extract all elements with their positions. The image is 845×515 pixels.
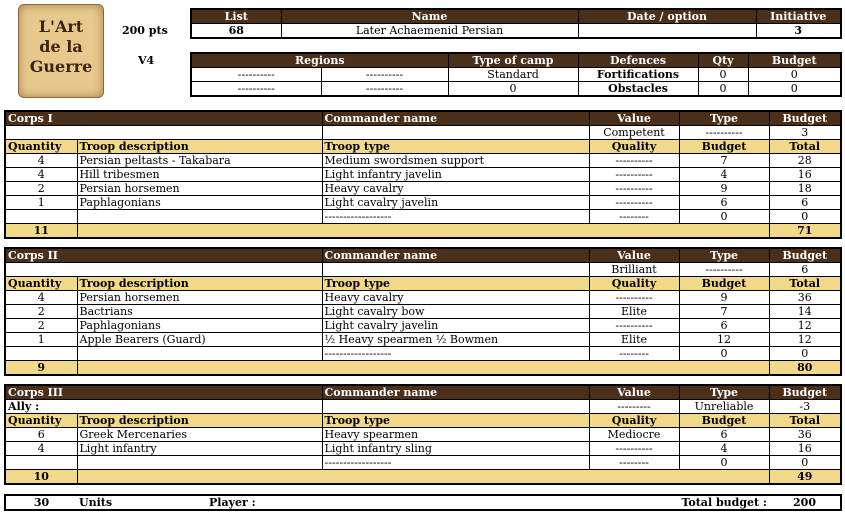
list-number: 68 bbox=[191, 24, 281, 39]
troop-quality: ---------- bbox=[589, 196, 679, 210]
points-label: 200 pts bbox=[122, 24, 168, 37]
troop-description: Hill tribesmen bbox=[77, 168, 322, 182]
regions-table bbox=[190, 52, 842, 97]
troop-type: Heavy cavalry bbox=[322, 182, 589, 196]
troop-quantity: 4 bbox=[5, 291, 77, 305]
total-header: Total bbox=[769, 277, 841, 291]
troop-description: Persian peltasts - Takabara bbox=[77, 154, 322, 168]
troop-quality: ---------- bbox=[589, 319, 679, 333]
type-header: Type bbox=[679, 385, 769, 400]
list-header: List bbox=[191, 9, 281, 24]
quality-header: Quality bbox=[589, 277, 679, 291]
ally-label bbox=[5, 126, 322, 140]
troop-description bbox=[77, 347, 322, 361]
troop-quality: -------- bbox=[589, 347, 679, 361]
total-budget-label: Total budget : bbox=[681, 496, 767, 509]
corps-units-count: 10 bbox=[5, 470, 77, 485]
troop-quality: Elite bbox=[589, 305, 679, 319]
troop-budget: 4 bbox=[679, 442, 769, 456]
troop-type: ------------------ bbox=[322, 210, 589, 224]
troop-budget: 6 bbox=[679, 428, 769, 442]
defence-obstacles: Obstacles bbox=[578, 82, 698, 97]
camp-type: Standard bbox=[448, 68, 578, 82]
troop-budget: 7 bbox=[679, 154, 769, 168]
defence-budget: 0 bbox=[748, 82, 841, 97]
troop-budget: 0 bbox=[679, 456, 769, 470]
troop-total: 0 bbox=[769, 347, 841, 361]
initiative-value: 3 bbox=[756, 24, 841, 39]
budget-header: Budget bbox=[679, 277, 769, 291]
troop-type-header: Troop type bbox=[322, 140, 589, 154]
troop-type: Light cavalry javelin bbox=[322, 196, 589, 210]
corps-total: 49 bbox=[769, 470, 841, 485]
troop-budget: 6 bbox=[679, 319, 769, 333]
troop-type: ½ Heavy spearmen ½ Bowmen bbox=[322, 333, 589, 347]
camp-value: 0 bbox=[448, 82, 578, 97]
troop-total: 16 bbox=[769, 442, 841, 456]
troop-row bbox=[5, 333, 841, 347]
troop-total: 36 bbox=[769, 428, 841, 442]
troop-quantity bbox=[5, 210, 77, 224]
troop-budget: 12 bbox=[679, 333, 769, 347]
region-cell: ---------- bbox=[321, 82, 448, 97]
name-header: Name bbox=[281, 9, 578, 24]
corps-1-table bbox=[4, 110, 842, 239]
troop-description: Persian horsemen bbox=[77, 291, 322, 305]
troop-description bbox=[77, 210, 322, 224]
troop-total: 14 bbox=[769, 305, 841, 319]
troop-row bbox=[5, 319, 841, 333]
commander-name-header: Commander name bbox=[322, 385, 589, 400]
commander-name bbox=[322, 126, 589, 140]
commander-budget: 3 bbox=[769, 126, 841, 140]
corps-units-count: 11 bbox=[5, 224, 77, 239]
value-header: Value bbox=[589, 111, 679, 126]
troop-quality: ---------- bbox=[589, 442, 679, 456]
quantity-header: Quantity bbox=[5, 277, 77, 291]
corps-name: Corps II bbox=[5, 248, 322, 263]
ally-label bbox=[5, 263, 322, 277]
troop-total: 0 bbox=[769, 456, 841, 470]
corps-total: 71 bbox=[769, 224, 841, 239]
quantity-header: Quantity bbox=[5, 414, 77, 428]
commander-value: Competent bbox=[589, 126, 679, 140]
troop-row bbox=[5, 154, 841, 168]
troop-quantity: 6 bbox=[5, 428, 77, 442]
troop-description: Light infantry bbox=[77, 442, 322, 456]
troop-type: Light infantry sling bbox=[322, 442, 589, 456]
troop-type: ------------------ bbox=[322, 347, 589, 361]
date-option bbox=[578, 24, 756, 39]
logo-line3: Guerre bbox=[29, 57, 93, 76]
camp-header: Type of camp bbox=[448, 53, 578, 68]
troop-quantity bbox=[5, 347, 77, 361]
commander-name-header: Commander name bbox=[322, 111, 589, 126]
troop-quantity: 4 bbox=[5, 168, 77, 182]
troop-description-header: Troop description bbox=[77, 414, 322, 428]
defence-budget: 0 bbox=[748, 68, 841, 82]
army-name: Later Achaemenid Persian bbox=[281, 24, 578, 39]
ally-label: Ally : bbox=[5, 400, 322, 414]
troop-quality: ---------- bbox=[589, 154, 679, 168]
troop-total: 6 bbox=[769, 196, 841, 210]
troop-total: 36 bbox=[769, 291, 841, 305]
version-label: V4 bbox=[138, 54, 155, 67]
region-cell: ---------- bbox=[191, 82, 321, 97]
total-budget-value: 200 bbox=[793, 496, 816, 509]
corps-name: Corps I bbox=[5, 111, 322, 126]
troop-quantity: 1 bbox=[5, 196, 77, 210]
initiative-header: Initiative bbox=[756, 9, 841, 24]
troop-budget: 9 bbox=[679, 182, 769, 196]
regions-header: Regions bbox=[191, 53, 448, 68]
troop-total: 12 bbox=[769, 333, 841, 347]
footer-table bbox=[4, 494, 842, 511]
troop-type: Light infantry javelin bbox=[322, 168, 589, 182]
region-cell: ---------- bbox=[191, 68, 321, 82]
total-header: Total bbox=[769, 140, 841, 154]
logo bbox=[18, 4, 104, 98]
troop-budget: 0 bbox=[679, 347, 769, 361]
type-header: Type bbox=[679, 111, 769, 126]
troop-budget: 6 bbox=[679, 196, 769, 210]
budget-header: Budget bbox=[769, 248, 841, 263]
troop-row bbox=[5, 168, 841, 182]
qty-header: Qty bbox=[698, 53, 748, 68]
troop-row bbox=[5, 210, 841, 224]
budget-header: Budget bbox=[679, 140, 769, 154]
type-header: Type bbox=[679, 248, 769, 263]
commander-type: ---------- bbox=[679, 263, 769, 277]
troop-row bbox=[5, 291, 841, 305]
quality-header: Quality bbox=[589, 140, 679, 154]
troop-description: Greek Mercenaries bbox=[77, 428, 322, 442]
troop-type: Medium swordsmen support bbox=[322, 154, 589, 168]
troop-row bbox=[5, 196, 841, 210]
troop-total: 28 bbox=[769, 154, 841, 168]
troop-total: 0 bbox=[769, 210, 841, 224]
commander-name bbox=[322, 400, 589, 414]
region-cell: ---------- bbox=[321, 68, 448, 82]
troop-quantity: 2 bbox=[5, 319, 77, 333]
troop-description: Bactrians bbox=[77, 305, 322, 319]
budget-header: Budget bbox=[769, 385, 841, 400]
troop-quantity: 2 bbox=[5, 182, 77, 196]
troop-total: 18 bbox=[769, 182, 841, 196]
troop-description-header: Troop description bbox=[77, 277, 322, 291]
troop-quality: ---------- bbox=[589, 182, 679, 196]
troop-row bbox=[5, 182, 841, 196]
value-header: Value bbox=[589, 248, 679, 263]
commander-type: Unreliable bbox=[679, 400, 769, 414]
troop-row bbox=[5, 428, 841, 442]
troop-type: Heavy cavalry bbox=[322, 291, 589, 305]
troop-type-header: Troop type bbox=[322, 414, 589, 428]
corps-2-table bbox=[4, 247, 842, 376]
date-header: Date / option bbox=[578, 9, 756, 24]
budget-header: Budget bbox=[748, 53, 841, 68]
corps-total: 80 bbox=[769, 361, 841, 376]
logo-line1: L'Art bbox=[38, 17, 84, 36]
commander-value: --------- bbox=[589, 400, 679, 414]
troop-quality: Mediocre bbox=[589, 428, 679, 442]
troop-budget: 4 bbox=[679, 168, 769, 182]
troop-description-header: Troop description bbox=[77, 140, 322, 154]
troop-budget: 0 bbox=[679, 210, 769, 224]
commander-value: Brilliant bbox=[589, 263, 679, 277]
troop-row bbox=[5, 305, 841, 319]
quantity-header: Quantity bbox=[5, 140, 77, 154]
troop-row bbox=[5, 347, 841, 361]
troop-quality: -------- bbox=[589, 456, 679, 470]
troop-type: Light cavalry bow bbox=[322, 305, 589, 319]
troop-description: Apple Bearers (Guard) bbox=[77, 333, 322, 347]
troop-quality: Elite bbox=[589, 333, 679, 347]
quality-header: Quality bbox=[589, 414, 679, 428]
list-table bbox=[190, 8, 842, 39]
troop-type-header: Troop type bbox=[322, 277, 589, 291]
troop-quality: ---------- bbox=[589, 291, 679, 305]
troop-quantity: 2 bbox=[5, 305, 77, 319]
troop-type: Heavy spearmen bbox=[322, 428, 589, 442]
troop-type: ------------------ bbox=[322, 456, 589, 470]
troop-quantity bbox=[5, 456, 77, 470]
commander-budget: -3 bbox=[769, 400, 841, 414]
total-units-count: 30 bbox=[33, 496, 50, 509]
troop-type: Light cavalry javelin bbox=[322, 319, 589, 333]
corps-name: Corps III bbox=[5, 385, 322, 400]
defence-qty: 0 bbox=[698, 82, 748, 97]
troop-total: 12 bbox=[769, 319, 841, 333]
commander-name bbox=[322, 263, 589, 277]
troop-budget: 9 bbox=[679, 291, 769, 305]
troop-quality: -------- bbox=[589, 210, 679, 224]
logo-line2: de la bbox=[39, 37, 83, 56]
defences-header: Defences bbox=[578, 53, 698, 68]
troop-description: Paphlagonians bbox=[77, 319, 322, 333]
budget-header: Budget bbox=[679, 414, 769, 428]
total-header: Total bbox=[769, 414, 841, 428]
commander-type: ---------- bbox=[679, 126, 769, 140]
troop-budget: 7 bbox=[679, 305, 769, 319]
commander-budget: 6 bbox=[769, 263, 841, 277]
defence-fortifications: Fortifications bbox=[578, 68, 698, 82]
defence-qty: 0 bbox=[698, 68, 748, 82]
commander-name-header: Commander name bbox=[322, 248, 589, 263]
corps-units-count: 9 bbox=[5, 361, 77, 376]
troop-quantity: 1 bbox=[5, 333, 77, 347]
troop-row bbox=[5, 456, 841, 470]
budget-header: Budget bbox=[769, 111, 841, 126]
player-label: Player : bbox=[209, 496, 256, 509]
troop-total: 16 bbox=[769, 168, 841, 182]
troop-description bbox=[77, 456, 322, 470]
troop-description: Paphlagonians bbox=[77, 196, 322, 210]
corps-3-table bbox=[4, 384, 842, 485]
troop-row bbox=[5, 442, 841, 456]
value-header: Value bbox=[589, 385, 679, 400]
units-label: Units bbox=[79, 496, 113, 509]
troop-quality: ---------- bbox=[589, 168, 679, 182]
troop-description: Persian horsemen bbox=[77, 182, 322, 196]
troop-quantity: 4 bbox=[5, 442, 77, 456]
troop-quantity: 4 bbox=[5, 154, 77, 168]
